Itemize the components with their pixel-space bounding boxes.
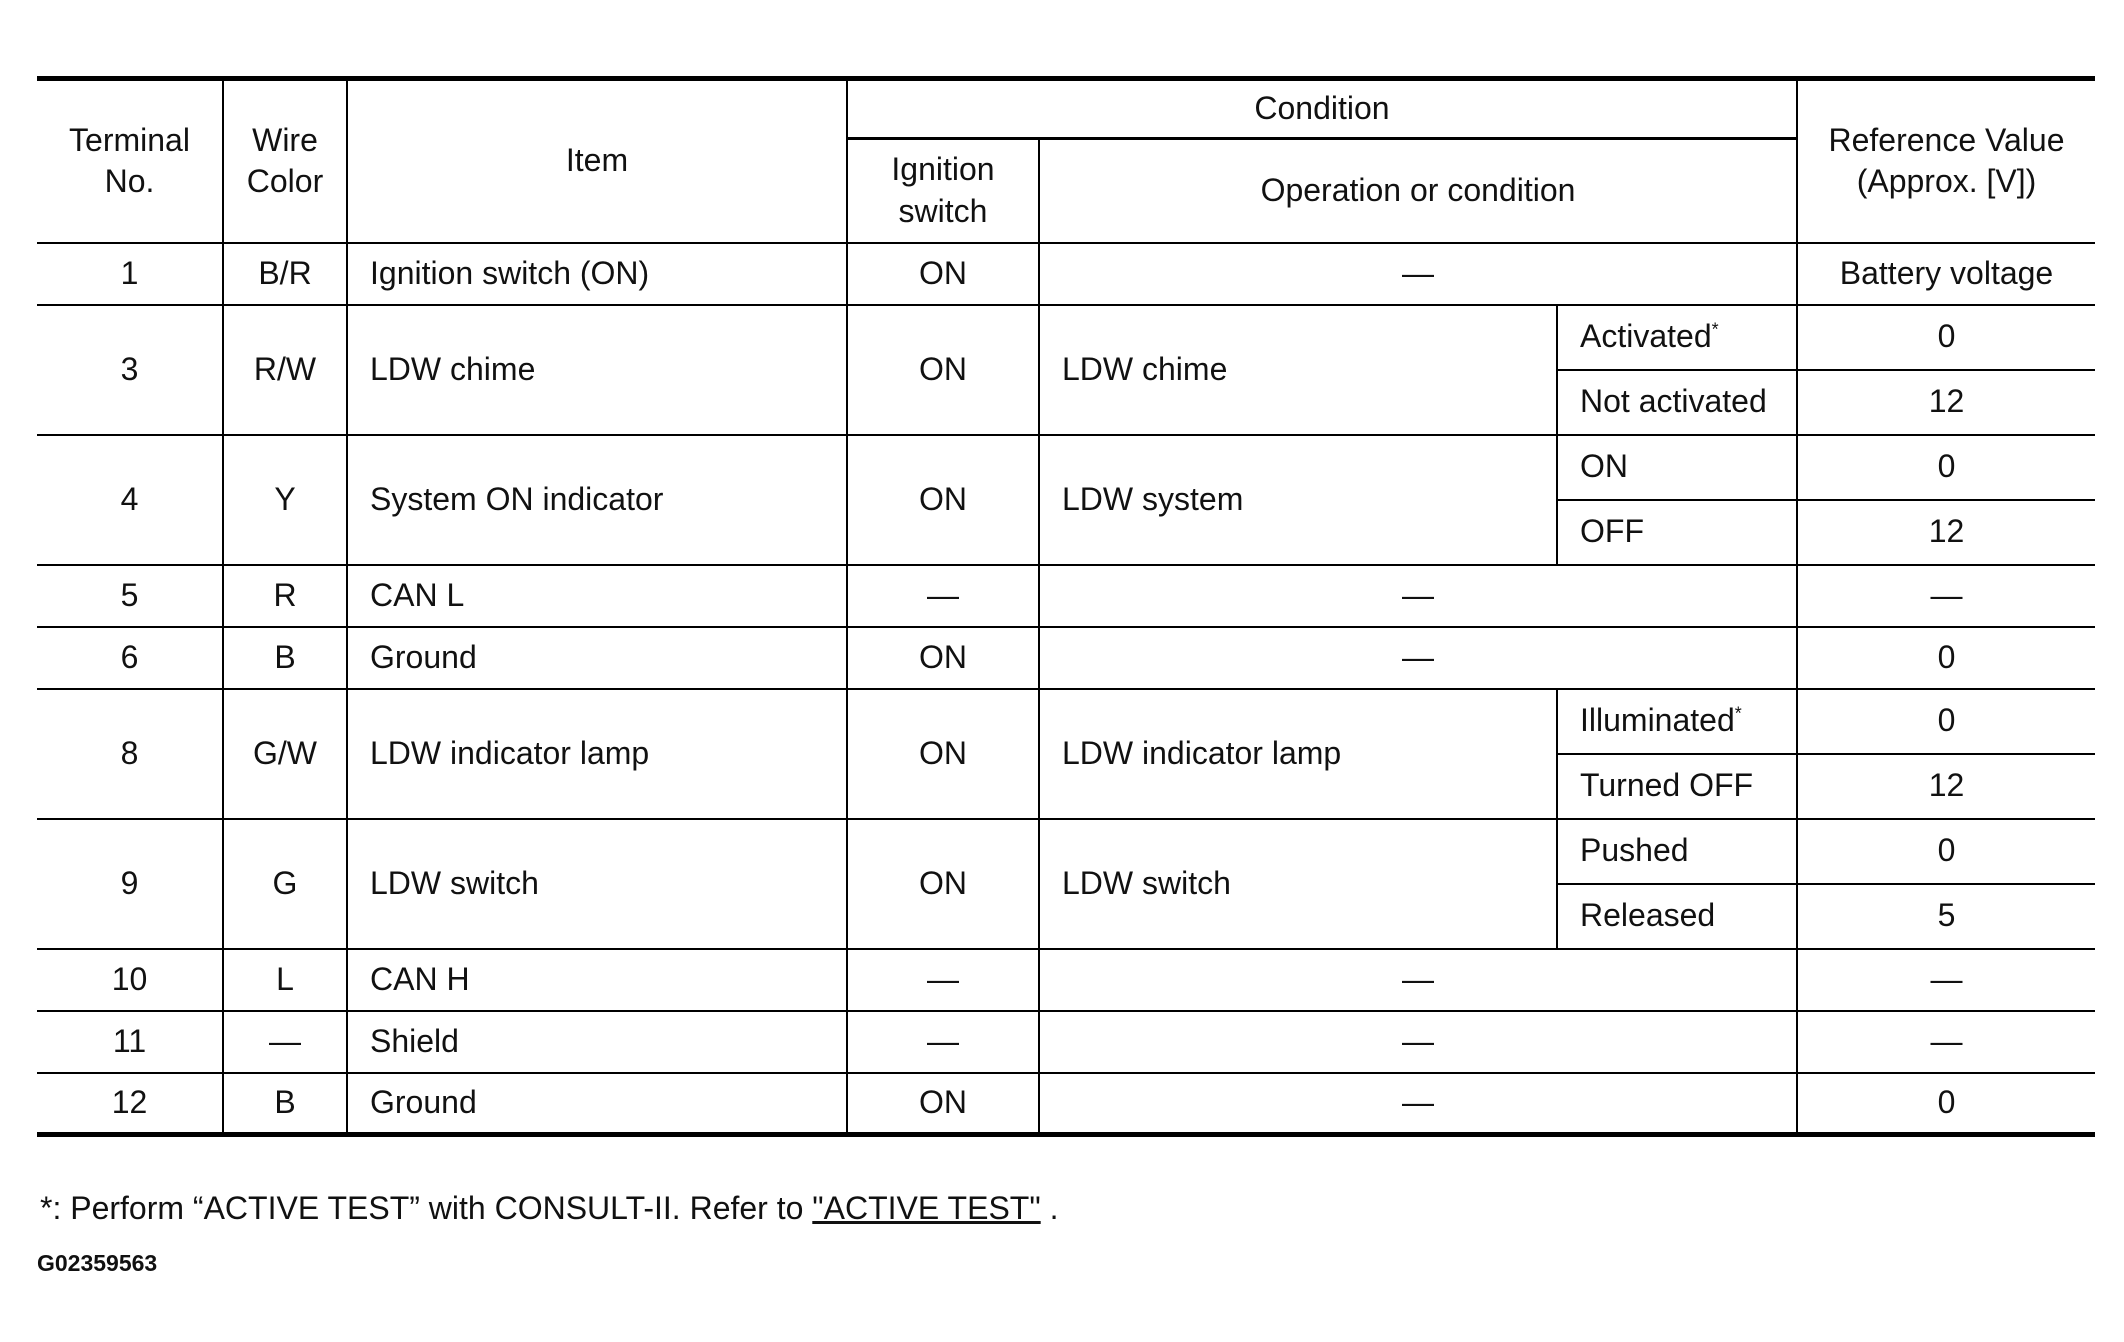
terminal-number-cell: 8 <box>37 689 223 819</box>
ignition-switch-cell: — <box>847 949 1039 1011</box>
terminal-number-cell: 3 <box>37 305 223 435</box>
item-cell: CAN L <box>347 565 847 627</box>
terminal-number-cell: 11 <box>37 1011 223 1073</box>
ignition-switch-cell: ON <box>847 689 1039 819</box>
terminal-number-cell: 9 <box>37 819 223 949</box>
wire-color-cell: R/W <box>223 305 347 435</box>
state-label: Illuminated <box>1580 702 1735 739</box>
item-cell: LDW chime <box>347 305 847 435</box>
footnote <box>40 1190 1058 1227</box>
wire-color-cell: B <box>223 627 347 689</box>
wire-color-cell: G/W <box>223 689 347 819</box>
state-cell <box>1557 819 1797 884</box>
terminal-number-cell: 1 <box>37 243 223 305</box>
table-row <box>37 949 2095 1011</box>
reference-value-cell: — <box>1797 565 2095 627</box>
ignition-switch-cell: ON <box>847 819 1039 949</box>
table-row <box>37 689 2095 754</box>
state-cell <box>1557 884 1797 949</box>
state-cell <box>1557 689 1797 754</box>
operation-cell: LDW switch <box>1039 819 1557 949</box>
reference-value-cell: 0 <box>1797 689 2095 754</box>
terminal-number-cell: 5 <box>37 565 223 627</box>
header-wire-color: Wire Color <box>223 79 347 243</box>
wire-color-cell: G <box>223 819 347 949</box>
reference-value-cell: 0 <box>1797 1073 2095 1135</box>
ignition-switch-cell: — <box>847 1011 1039 1073</box>
table-row <box>37 1011 2095 1073</box>
header-terminal-no: Terminal No. <box>37 79 223 243</box>
reference-value-cell: 0 <box>1797 305 2095 370</box>
state-label: OFF <box>1580 513 1644 550</box>
reference-value-cell: 5 <box>1797 884 2095 949</box>
footnote-marker: * <box>1711 319 1719 340</box>
operation-cell: — <box>1039 243 1797 305</box>
operation-cell: LDW system <box>1039 435 1557 565</box>
table-row <box>37 819 2095 884</box>
ignition-switch-cell: ON <box>847 305 1039 435</box>
reference-value-cell: Battery voltage <box>1797 243 2095 305</box>
operation-cell: LDW chime <box>1039 305 1557 435</box>
active-test-link[interactable]: "ACTIVE TEST" <box>812 1190 1041 1226</box>
item-cell: CAN H <box>347 949 847 1011</box>
reference-value-cell: 0 <box>1797 435 2095 500</box>
ignition-switch-cell: ON <box>847 243 1039 305</box>
reference-value-cell: — <box>1797 949 2095 1011</box>
table-row <box>37 1073 2095 1135</box>
header-ignition-switch: Ignition switch <box>847 139 1039 243</box>
table-row <box>37 435 2095 500</box>
reference-value-cell: 0 <box>1797 819 2095 884</box>
terminal-number-cell: 4 <box>37 435 223 565</box>
operation-cell: — <box>1039 949 1797 1011</box>
operation-cell: — <box>1039 1073 1797 1135</box>
terminal-number-cell: 10 <box>37 949 223 1011</box>
terminal-number-cell: 12 <box>37 1073 223 1135</box>
reference-value-cell: 12 <box>1797 754 2095 819</box>
footnote-marker: * <box>1734 703 1742 724</box>
item-cell: Shield <box>347 1011 847 1073</box>
operation-cell: — <box>1039 565 1797 627</box>
wire-color-cell: Y <box>223 435 347 565</box>
state-label: ON <box>1580 448 1628 485</box>
header-condition: Condition <box>847 79 1797 139</box>
state-cell <box>1557 754 1797 819</box>
table-row <box>37 305 2095 370</box>
operation-cell: — <box>1039 627 1797 689</box>
footnote-text: *: Perform “ACTIVE TEST” with CONSULT-II. Refer to <box>40 1190 813 1226</box>
wire-color-cell: B/R <box>223 243 347 305</box>
ignition-switch-cell: ON <box>847 627 1039 689</box>
figure-id: G02359563 <box>37 1250 158 1276</box>
wire-color-cell: R <box>223 565 347 627</box>
operation-cell: — <box>1039 1011 1797 1073</box>
terminal-number-cell: 6 <box>37 627 223 689</box>
item-cell: System ON indicator <box>347 435 847 565</box>
wire-color-cell: B <box>223 1073 347 1135</box>
state-label: Activated <box>1580 318 1712 355</box>
reference-value-cell: 0 <box>1797 627 2095 689</box>
wire-color-cell: L <box>223 949 347 1011</box>
table-row <box>37 627 2095 689</box>
item-cell: LDW indicator lamp <box>347 689 847 819</box>
reference-value-cell: — <box>1797 1011 2095 1073</box>
reference-value-cell: 12 <box>1797 500 2095 565</box>
header-item: Item <box>347 79 847 243</box>
header-operation-or-condition: Operation or condition <box>1039 139 1797 243</box>
header-reference-value: Reference Value (Approx. [V]) <box>1797 79 2095 243</box>
operation-cell: LDW indicator lamp <box>1039 689 1557 819</box>
table-row <box>37 565 2095 627</box>
state-cell <box>1557 305 1797 370</box>
state-label: Pushed <box>1580 832 1689 869</box>
state-cell <box>1557 370 1797 435</box>
ignition-switch-cell: ON <box>847 435 1039 565</box>
ignition-switch-cell: — <box>847 565 1039 627</box>
state-cell <box>1557 500 1797 565</box>
item-cell: Ground <box>347 627 847 689</box>
wire-color-cell: — <box>223 1011 347 1073</box>
item-cell: Ground <box>347 1073 847 1135</box>
state-cell <box>1557 435 1797 500</box>
item-cell: Ignition switch (ON) <box>347 243 847 305</box>
state-label: Turned OFF <box>1580 767 1754 804</box>
item-cell: LDW switch <box>347 819 847 949</box>
reference-value-cell: 12 <box>1797 370 2095 435</box>
state-label: Released <box>1580 897 1716 934</box>
table-row <box>37 243 2095 305</box>
terminal-reference-table <box>37 76 2095 1137</box>
ignition-switch-cell: ON <box>847 1073 1039 1135</box>
footnote-suffix: . <box>1040 1190 1059 1226</box>
state-label: Not activated <box>1580 383 1767 420</box>
